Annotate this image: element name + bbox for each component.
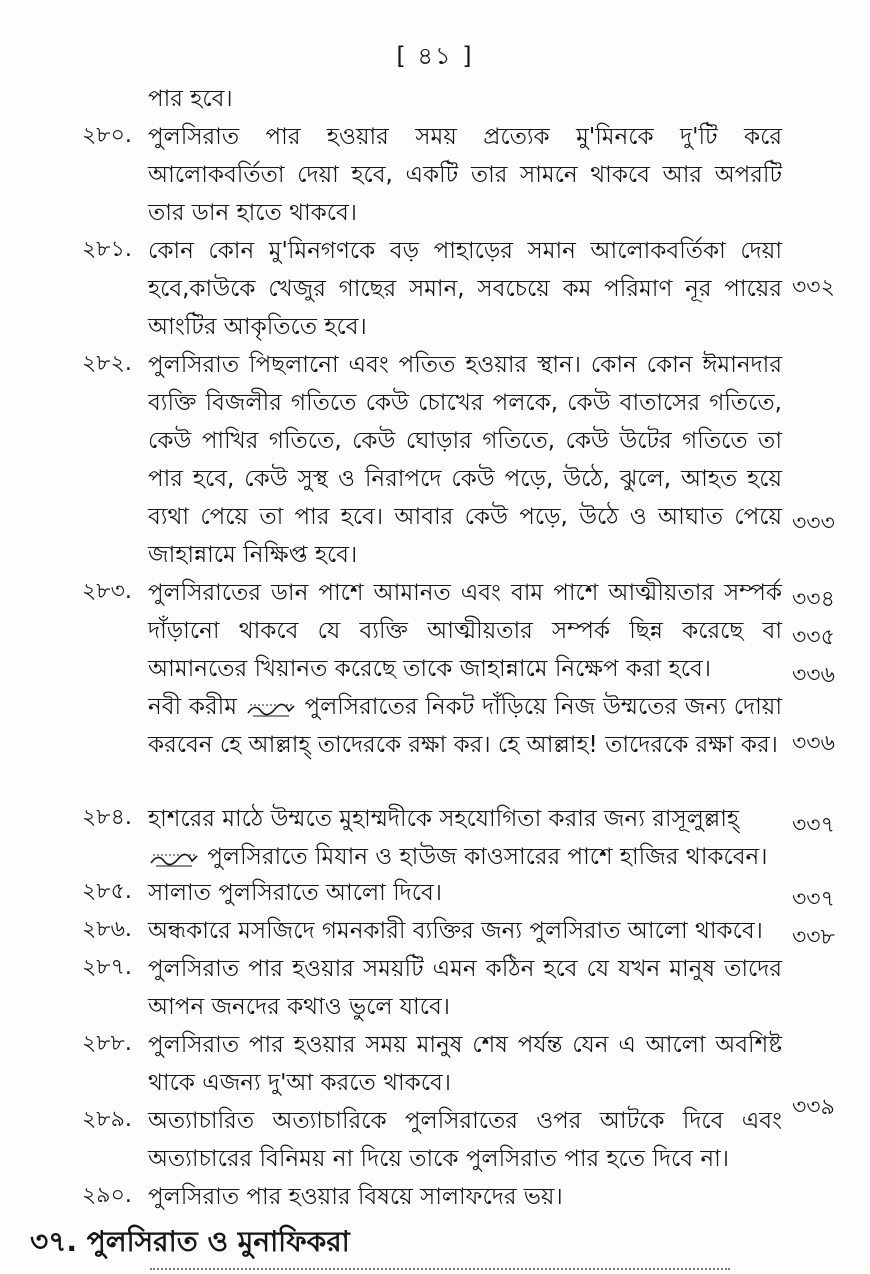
cropped-text-line [150,1262,730,1274]
entry-text: পুলসিরাত পার হওয়ার বিষয়ে সালাফদের ভয়। [148,1184,563,1210]
entry-text: অন্ধকারে মসজিদে গমনকারী ব্যক্তির জন্য পুলসিরাত আলো থাকবে। [148,918,763,944]
entry-text-part: হাশরের মাঠে উম্মতে মুহাম্মদীকে সহযোগিতা করার জন্য রাসূলুল্লাহ্ [148,806,739,832]
section-heading: ৩৭. পুলসিরাত ও মুনাফিকরা [30,1225,350,1258]
entry-number: ২৯০. [82,1183,132,1208]
entry-text: পুলসিরাতের ডান পাশে আমানত এবং বাম পাশে আত্মীয়তার সম্পর্ক দাঁড়ানো থাকবে যে ব্যক্তি আত্মীয়তার সম্পর্ক ছিন্ন করেছে বা আমানতের খিয়ানত করেছে তাকে জাহান্নামে নিক্ষেপ করা হবে। [148,580,782,682]
list-item [82,574,782,688]
salawat-calligraphy-icon [245,697,297,719]
page-number: [ ৪১ ] [396,42,474,70]
reference-number: ৩৩৭ [792,887,835,912]
entry-text-part: পুলসিরাতের নিকট দাঁড়িয়ে নিজ উম্মতের জন্য দোয়া করবেন হে আল্লাহ্ তাদেরকে রক্ষা কর। হে আল্লাহ! তাদেরকে রক্ষা কর। [148,694,782,758]
list-item [82,80,782,118]
reference-number: ৩৩৭ [792,813,835,838]
list-item [82,1026,782,1102]
reference-number: ৩৩৬ [792,663,835,688]
list-item [82,800,782,876]
entry-number: ২৮০. [82,123,132,148]
list-item [82,874,782,912]
list-item [82,912,782,950]
reference-number: ৩৩৯ [792,1095,835,1120]
reference-number: ৩৩২ [792,275,835,300]
entry-number: ২৮২. [82,351,132,376]
list-item [82,688,782,764]
list-item [82,950,782,1026]
list-item [82,232,782,346]
entry-text [148,800,782,876]
entry-number: ২৮৭. [82,955,132,980]
entry-number: ২৮৩. [82,579,132,604]
reference-number: ৩৩৮ [792,925,835,950]
reference-number: ৩৩৪ [792,587,835,612]
entry-text [148,688,782,764]
list-item [82,346,782,574]
reference-number: ৩৩৫ [792,625,835,650]
entry-number: ২৮৮. [82,1031,132,1056]
entry-text: অত্যাচারিত অত্যাচারিকে পুলসিরাতের ওপর আটকে দিবে এবং অত্যাচারের বিনিময় না দিয়ে তাকে পুলসিরাত পার হতে দিবে না। [148,1108,782,1172]
entry-number: ২৮৫. [82,879,132,904]
entry-text: কোন কোন মু'মিনগণকে বড় পাহাড়ের সমান আলোকবর্তিকা দেয়া হবে,কাউকে খেজুর গাছের সমান, সবচেয়ে কম পরিমাণ নূর পায়ের আংটির আকৃতিতে হবে। [148,238,782,340]
entry-number: ২৮৪. [82,805,132,830]
entry-text: সালাত পুলসিরাতে আলো দিবে। [148,880,443,906]
reference-number: ৩৩৬ [792,731,835,756]
entry-text: পুলসিরাত পার হওয়ার সময় প্রত্যেক মু'মিনকে দু'টি করে আলোকবর্তিতা দেয়া হবে, একটি তার সামনে থাকবে আর অপরটি তার ডান হাতে থাকবে। [148,124,782,226]
entry-number: ২৮৬. [82,917,132,942]
entry-text: পুলসিরাত পার হওয়ার সময় মানুষ শেষ পর্যন্ত যেন এ আলো অবশিষ্ট থাকে এজন্য দু'আ করতে থাকবে। [148,1032,782,1096]
entry-number: ২৮১. [82,237,132,262]
reference-number: ৩৩৩ [792,511,835,536]
entry-text-part: পুলসিরাতে মিযান ও হাউজ কাওসারের পাশে হাজির থাকবেন। [207,844,768,870]
entry-text: পুলসিরাত পার হওয়ার সময়টি এমন কঠিন হবে যে যখন মানুষ তাদের আপন জনদের কথাও ভুলে যাবে। [148,956,782,1020]
list-item [82,1178,782,1216]
entry-text-part: নবী করীম [148,694,237,720]
entry-text: পার হবে। [148,86,233,112]
list-item [82,118,782,232]
entry-text: পুলসিরাত পিছলানো এবং পতিত হওয়ার স্থান। কোন কোন ঈমানদার ব্যক্তি বিজলীর গতিতে কেউ চোখের পলকে, কেউ বাতাসের গতিতে, কেউ পাখির গতিতে, কেউ ঘোড়ার গতিতে, কেউ উটের গতিতে তা পার হবে, কেউ সুস্থ ও নিরাপদে কেউ পড়ে, উঠে, ঝুলে, আহত হয়ে ব্যথা পেয়ে তা পার হবে। আবার কেউ পড়ে, উঠে ও আঘাত পেয়ে জাহান্নামে নিক্ষিপ্ত হবে। [148,352,782,568]
list-item [82,1102,782,1178]
salawat-calligraphy-icon [148,847,200,869]
entry-number: ২৮৯. [82,1107,132,1132]
